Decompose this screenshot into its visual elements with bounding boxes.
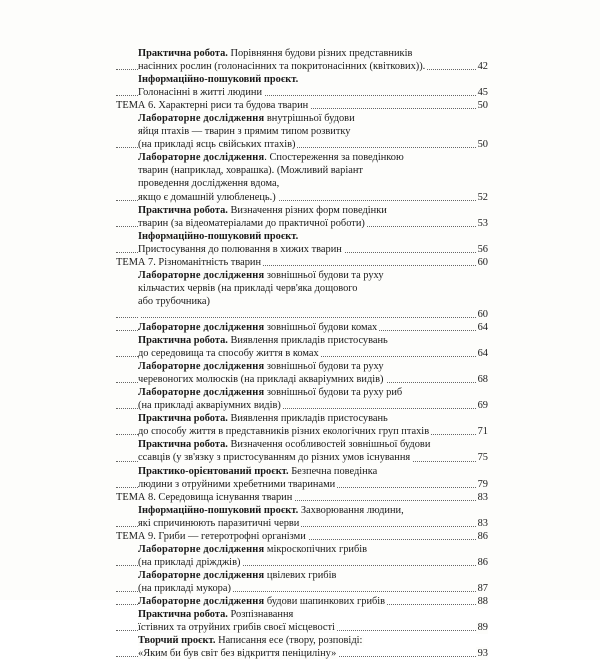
toc-entry-line [116,399,488,412]
toc-entry-title: . Спостереження за поведінкою [264,152,404,164]
toc-page-number: 86 [477,530,488,542]
toc-entry-type-label: Лабораторне дослідження [138,595,265,607]
toc-entry-text [138,583,233,594]
toc-page-number: 79 [477,478,488,490]
toc-entry-type-label: Лабораторне дослідження [138,569,265,581]
toc-entry-title: зовнішньої будови та руху [264,361,384,373]
toc-entry-text [138,296,212,307]
toc-entry-line [116,478,488,491]
toc-entry-text [138,505,406,516]
toc-entry-text [138,113,357,124]
toc-page-number: 83 [477,491,488,503]
toc-entry-type-label: Лабораторне дослідження [138,321,265,333]
toc-page-number: 83 [477,517,488,529]
toc-entry-title: зовнішньої будови комах [264,321,378,333]
toc-entry-text [138,231,300,242]
toc-entry-text [138,74,300,85]
toc-entry-title: їстівних та отруйних грибів своєї місцевості [138,622,335,634]
toc-entry-text [116,257,263,268]
toc-page-number: 87 [477,582,488,594]
toc-page-number: 75 [477,452,488,464]
table-of-contents [116,47,488,660]
toc-entry-text [138,374,386,385]
toc-entry-line [116,47,488,60]
toc-entry-title: зовнішньої будови та руху риб [264,387,403,399]
toc-entry-title: проведення дослідження вдома, [138,178,280,190]
toc-entry-title: Написання есе (твору, розповіді: [215,635,363,647]
toc-entry-line [116,582,488,595]
toc-entry-line [116,465,488,478]
toc-entry-text [138,439,432,450]
toc-section-heading [116,99,488,112]
toc-entry-line [116,217,488,230]
toc-entry-title: Виявлення прикладів пристосувань [227,413,388,425]
toc-entry-title: (на прикладі ясць свійських птахів) [138,139,296,151]
toc-entry-text [116,100,310,111]
toc-entry-title: внутрішньої будови [264,113,355,125]
toc-entry-line [116,386,488,399]
toc-entry-title: Захворювання людини, [298,504,404,516]
toc-entry-type-label: Практико-орієнтований проєкт. [138,465,289,477]
toc-entry-title: Розпізнавання [227,609,294,621]
toc-entry-text [138,48,414,59]
toc-entry-text [138,635,364,646]
toc-entry-line [116,373,488,386]
toc-entry-text [138,452,412,463]
toc-page-number: 88 [477,595,488,607]
toc-entry-text [138,609,295,620]
toc-entry-line [116,321,488,334]
toc-entry-line [116,621,488,634]
toc-entry-title: ТЕМА 9. Гриби — гетеротрофні організми [116,530,306,542]
toc-entry-title: насінних рослин (голонасінних та покритонасінних (квіткових)). [138,61,426,73]
toc-entry-title: Порівняння будови різних представників [227,48,413,59]
toc-entry-type-label: Лабораторне дослідження [138,543,265,555]
toc-page-number: 89 [477,622,488,634]
toc-entry-type-label: Інформаційно-пошуковий проєкт. [138,74,299,86]
toc-entry-text [138,426,431,437]
toc-page-number: 93 [477,648,488,660]
toc-entry-title: Визначення особливостей зовнішньої будови [227,439,431,451]
toc-entry-type-label: Інформаційно-пошуковий проєкт. [138,230,299,242]
toc-entry-title: ТЕМА 8. Середовища існування тварин [116,491,293,503]
toc-entry-text [138,348,321,359]
toc-entry-title: будови шапинкових грибів [264,595,386,607]
toc-entry-title: або трубочника) [138,295,210,307]
toc-entry-text [138,479,337,490]
toc-entry-line [116,556,488,569]
toc-page-number: 60 [477,308,488,320]
toc-entry-line [116,191,488,204]
toc-entry-title: (на прикладі дріжджів) [138,556,241,568]
toc-entry-text [138,466,379,477]
toc-entry-text [138,178,281,189]
toc-section-heading [116,491,488,504]
toc-page-number: 69 [477,400,488,412]
toc-entry-line [116,608,488,621]
toc-entry-text [138,126,353,137]
toc-page-number: 60 [477,256,488,268]
toc-entry-text [138,205,389,216]
toc-entry-line [116,425,488,438]
toc-entry-text [138,400,283,411]
toc-entry-type-label: Творчий проєкт. [138,635,216,647]
toc-entry-line [116,595,488,608]
toc-entry-title: (на прикладі мукора) [138,582,231,594]
toc-entry-text [138,61,427,72]
toc-entry-line [116,151,488,164]
toc-entry-text [138,648,338,659]
toc-section-heading [116,256,488,269]
toc-entry-title: Голонасінні в житті людини [138,87,263,99]
toc-entry-text [138,309,140,320]
toc-entry-title: Пристосування до полювання в хижих тварин [138,243,342,255]
toc-entry-line [116,308,488,321]
toc-entry-title: людини з отруйними хребетними тваринами [138,478,336,490]
toc-entry-text [138,192,278,203]
toc-entry-title: Виявлення прикладів пристосувань [227,335,388,347]
toc-page-number: 71 [477,426,488,438]
toc-entry-type-label: Інформаційно-пошуковий проєкт. [138,504,299,516]
toc-entry-line [116,164,488,177]
toc-entry-title: які спричинюють паразитичні черви [138,517,300,529]
toc-entry-text [116,492,294,503]
toc-entry-text [138,413,390,424]
toc-entry-line [116,243,488,256]
toc-page-number: 50 [477,100,488,112]
toc-entry-text [138,544,369,555]
toc-entry-title: якщо є домашній улюбленець.) [138,191,276,203]
toc-entry-line [116,647,488,660]
toc-entry-text [138,283,360,294]
toc-entry-text [138,270,386,281]
toc-entry-line [116,282,488,295]
toc-entry-text [138,622,337,633]
toc-entry-line [116,504,488,517]
toc-entry-line [116,125,488,138]
toc-entry-line [116,438,488,451]
toc-page-number: 52 [477,191,488,203]
toc-entry-text [138,518,301,529]
toc-page-number: 64 [477,348,488,360]
toc-entry-line [116,360,488,373]
toc-entry-text [138,335,390,346]
toc-entry-type-label: Лабораторне дослідження [138,113,265,125]
toc-entry-line [116,295,488,308]
toc-entry-line [116,204,488,217]
toc-entry-title: Безпечна поведінка [288,465,378,477]
toc-page-number: 56 [477,243,488,255]
toc-entry-type-label: Лабораторне дослідження [138,361,265,373]
toc-entry-text [138,165,365,176]
toc-entry-line [116,230,488,243]
toc-entry-type-label: Практична робота. [138,413,228,425]
toc-entry-text [138,244,344,255]
toc-section-heading [116,530,488,543]
toc-entry-title: тварин (за відеоматеріалами до практичної роботи) [138,217,365,229]
toc-entry-title: яйця птахів — тварин з прямим типом розвитку [138,126,351,138]
toc-entry-type-label: Практична робота. [138,48,228,59]
toc-entry-title: «Яким би був світ без відкриття пеніциліну» [138,648,337,660]
toc-entry-line [116,177,488,190]
toc-entry-line [116,334,488,347]
toc-entry-line [116,347,488,360]
toc-page-number: 45 [477,87,488,99]
toc-entry-line [116,86,488,99]
toc-entry-type-label: Практична робота. [138,609,228,621]
toc-entry-line [116,269,488,282]
toc-page-number: 53 [477,217,488,229]
toc-entry-type-label: Практична робота. [138,204,228,216]
toc-entry-title: тварин (наприклад, ховрашка). (Можливий варіант [138,165,363,177]
toc-entry-title: до середовища та способу життя в комах [138,348,319,360]
toc-entry-line [116,517,488,530]
toc-entry-title: кільчастих червів (на прикладі черв'яка дощового [138,282,358,294]
toc-entry-title: черевоногих молюсків (на прикладі акваріумних видів) [138,374,384,386]
toc-entry-line [116,412,488,425]
toc-entry-line [116,451,488,464]
toc-entry-line [116,543,488,556]
toc-entry-text [138,387,404,398]
toc-entry-type-label: Лабораторне дослідження [138,269,265,281]
toc-entry-type-label: Практична робота. [138,335,228,347]
toc-leader-dots [116,317,488,318]
toc-entry-line [116,73,488,86]
toc-entry-title: ТЕМА 6. Характерні риси та будова тварин [116,100,309,112]
toc-entry-title: до способу життя в представників різних екологічних груп птахів [138,426,430,438]
toc-page-number: 50 [477,139,488,151]
toc-entry-text [138,87,264,98]
toc-entry-title: мікроскопічних грибів [264,543,368,555]
toc-entry-text [138,596,387,607]
toc-entry-line [116,60,488,73]
toc-entry-line [116,112,488,125]
toc-entry-text [138,570,338,581]
toc-entry-line [116,569,488,582]
toc-entry-type-label: Лабораторне дослідження [138,152,265,164]
toc-entry-line [116,138,488,151]
toc-entry-title: Визначення різних форм поведінки [227,204,387,216]
toc-entry-line [116,634,488,647]
toc-entry-type-label: Практична робота. [138,439,228,451]
toc-entry-title: зовнішньої будови та руху [264,269,384,281]
toc-entry-text [138,557,242,568]
toc-entry-title: ссавців (у зв'язку з пристосуванням до різних умов існування [138,452,411,464]
toc-entry-text [138,152,406,163]
toc-entry-text [138,218,367,229]
toc-page-number: 64 [477,321,488,333]
toc-page-number: 86 [477,556,488,568]
toc-entry-text [138,361,386,372]
toc-entry-text [116,531,308,542]
toc-entry-text [138,322,379,333]
toc-page-number: 42 [477,61,488,73]
toc-entry-title: ТЕМА 7. Різноманітність тварин [116,256,262,268]
toc-entry-text [138,139,297,150]
toc-entry-title: цвілевих грибів [264,569,337,581]
toc-entry-title: (на прикладі акваріумних видів) [138,400,281,412]
toc-page-number: 68 [477,374,488,386]
toc-entry-type-label: Лабораторне дослідження [138,387,265,399]
